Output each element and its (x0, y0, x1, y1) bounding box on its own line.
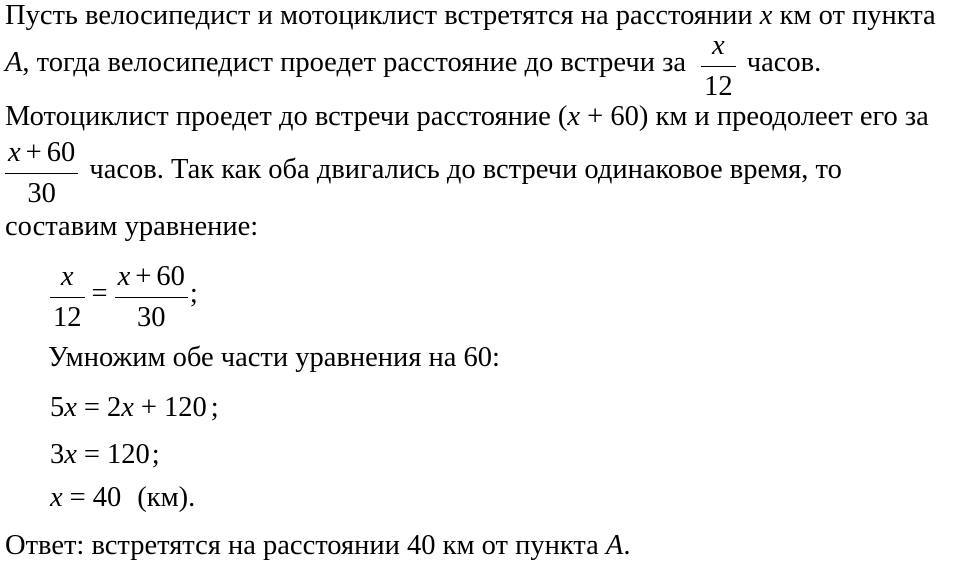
fraction-denominator: 12 (701, 66, 736, 103)
line-text: часов. Так как оба двигались до встречи одинаковое время, то (82, 154, 842, 185)
line-text: Пусть велосипедист и мотоциклист встретятся на расстоянии (5, 0, 760, 31)
line-text: . (623, 530, 631, 561)
line-text: часов. (739, 47, 822, 78)
fraction-denominator: 30 (115, 297, 188, 334)
solution-line-5 (5, 211, 258, 243)
equals-sign: = (83, 439, 100, 470)
point-a: A (5, 47, 23, 78)
line-text: Умножим обе части уравнения на 60: (48, 342, 500, 373)
variable-x: x (64, 392, 77, 423)
line-text: Мотоциклист проедет до встречи расстояние ( (5, 101, 568, 132)
equation-1 (50, 261, 198, 333)
number: 5 (50, 392, 65, 423)
fraction-x-plus-60-over-30 (5, 137, 78, 210)
plus-sign: + (135, 261, 152, 292)
solution-line-3 (5, 101, 929, 133)
line-text: + 60) км и преодолеет его за (580, 101, 929, 132)
line-text: составим уравнение: (5, 211, 259, 242)
solution-line-2 (5, 30, 822, 102)
variable-x: x (8, 137, 21, 168)
line-text: , тогда велосипедист проедет расстояние до встречи за (22, 47, 694, 78)
number: 40 (92, 482, 122, 513)
equation-4 (50, 482, 195, 514)
semicolon: ; (151, 439, 160, 470)
fraction-denominator: 12 (50, 297, 85, 334)
fraction-numerator (50, 261, 85, 297)
equation-2 (50, 392, 219, 424)
number: 120 (106, 439, 150, 470)
variable-x: x (60, 261, 74, 292)
variable-x: x (117, 261, 131, 292)
variable-x: x (121, 392, 134, 423)
variable-x: x (567, 101, 581, 132)
fraction-numerator (115, 261, 188, 297)
unit-label: (км). (137, 482, 196, 513)
semicolon: ; (189, 278, 198, 309)
fraction-numerator (701, 30, 736, 66)
number: 2 (106, 392, 122, 423)
solution-line-4 (5, 137, 842, 209)
equals-sign: = (69, 482, 86, 513)
equation-3 (50, 439, 160, 471)
line-text: км от пункта (772, 0, 936, 31)
variable-x: x (64, 439, 77, 470)
variable-x: x (759, 0, 773, 31)
line-text: Ответ: встретятся на расстоянии 40 км от пункта (5, 530, 606, 561)
multiply-instruction (48, 342, 500, 374)
number: 120 (163, 392, 207, 423)
fraction-x-over-12 (50, 261, 85, 334)
fraction-numerator (5, 137, 78, 173)
solution-line-1 (5, 0, 936, 32)
number: 60 (46, 137, 76, 168)
point-a: A (605, 530, 624, 561)
variable-x: x (712, 30, 725, 61)
variable-x: x (50, 482, 63, 513)
answer-line (5, 530, 630, 562)
semicolon: ; (210, 392, 219, 423)
number: 3 (50, 439, 65, 470)
equals-sign: = (83, 392, 100, 423)
plus-sign: + (140, 392, 157, 423)
fraction-x-over-12 (701, 30, 736, 103)
fraction-denominator: 30 (5, 173, 78, 210)
plus-sign: + (25, 137, 42, 168)
fraction-x-plus-60-over-30 (115, 261, 188, 334)
equals-sign: = (91, 278, 108, 309)
number: 60 (156, 261, 185, 292)
